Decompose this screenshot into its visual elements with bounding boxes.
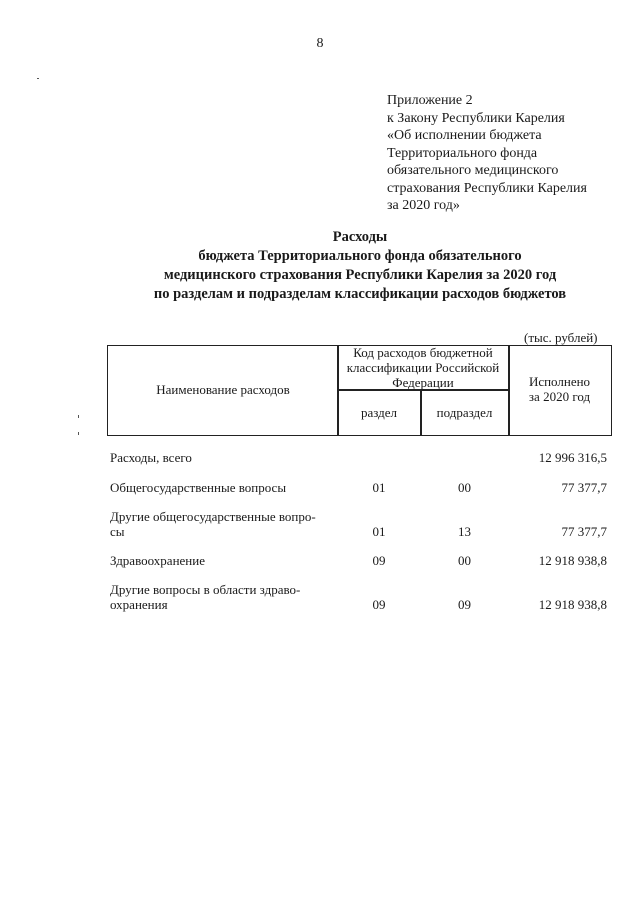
row-name-line: сы — [110, 524, 125, 539]
header-subsection: подраздел — [436, 405, 493, 420]
title-line: медицинского страхования Республики Карелия за 2020 год — [163, 267, 557, 283]
row-name-line: Другие вопросы в области здраво- — [110, 582, 301, 597]
row-name: Здравоохранение — [110, 553, 205, 568]
row-section: 09 — [372, 553, 386, 568]
row-value: 12 996 316,5 — [538, 450, 607, 465]
appendix-line: Приложение 2 — [387, 93, 473, 108]
row-subsection: 09 — [458, 597, 471, 612]
header-code-line: классификации Российской — [346, 360, 500, 375]
row-subsection: 00 — [458, 480, 471, 495]
header-executed — [508, 374, 611, 404]
appendix-line: к Закону Республики Карелия — [387, 110, 565, 126]
header-section: раздел — [360, 405, 398, 420]
header-executed-line: за 2020 год — [528, 389, 591, 404]
header-executed-line: Исполнено — [528, 374, 591, 389]
appendix-note — [387, 92, 587, 215]
header-code-line: Код расходов бюджетной — [353, 345, 493, 360]
appendix-line: за 2020 год» — [387, 198, 460, 213]
row-section: 01 — [372, 480, 386, 495]
row-value: 12 918 938,8 — [538, 597, 607, 612]
units-label: (тыс. рублей) — [524, 330, 598, 345]
title-line: Расходы — [332, 229, 388, 245]
row-value: 12 918 938,8 — [538, 553, 607, 568]
row-name — [110, 582, 300, 612]
scan-mark — [37, 78, 39, 79]
scan-mark — [78, 415, 79, 418]
row-value: 77 377,7 — [561, 480, 607, 495]
row-name-line: Другие общегосударственные вопро- — [110, 509, 316, 524]
row-section: 01 — [372, 524, 386, 539]
document-title — [0, 228, 640, 304]
title-line: по разделам и подразделам классификации расходов бюджетов — [153, 286, 567, 302]
appendix-line: обязательного медицинского — [387, 163, 559, 178]
title-line: бюджета Территориального фонда обязательного — [198, 248, 522, 264]
row-subsection: 13 — [458, 524, 471, 539]
row-name: Расходы, всего — [110, 450, 192, 465]
page-number: 8 — [316, 36, 324, 51]
row-value: 77 377,7 — [561, 524, 607, 539]
scan-mark — [78, 432, 79, 435]
row-section: 09 — [372, 597, 386, 612]
header-name: Наименование расходов — [156, 382, 290, 397]
row-subsection: 00 — [458, 553, 471, 568]
row-name: Общегосударственные вопросы — [110, 480, 287, 495]
appendix-line: Территориального фонда — [387, 145, 538, 161]
appendix-line: страхования Республики Карелия — [387, 180, 587, 196]
row-name-line: охранения — [110, 597, 168, 612]
header-code-group — [337, 345, 509, 390]
header-code-line: Федерации — [392, 375, 454, 390]
row-name — [110, 509, 316, 539]
appendix-line: «Об исполнении бюджета — [387, 128, 542, 143]
